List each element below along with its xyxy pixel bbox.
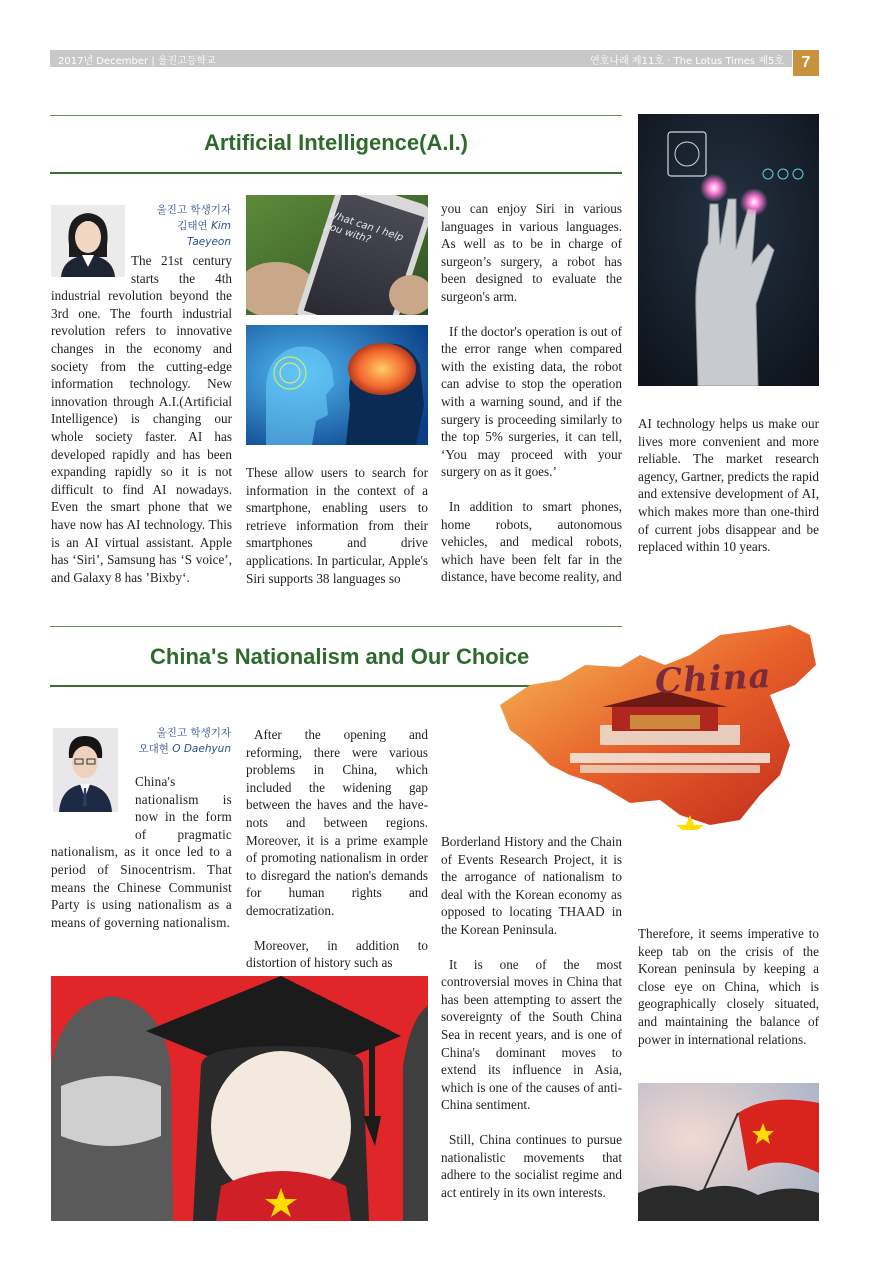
china-byline-name-en: O Daehyun (172, 743, 231, 755)
china-column-3 (441, 833, 622, 1201)
siri-phone-image (246, 195, 428, 315)
china-byline-name-kr: 오대현 (138, 743, 169, 755)
china-map-caption: China (654, 655, 773, 703)
china-column-2 (246, 726, 428, 972)
china-col1-paragraph: China's nationalism is now in the form of pragmatic nationalism, as it once led to a period of Sinocentrism. That means the Chinese Communist Party is using nationalism as a means of governing nationalism. (51, 774, 232, 930)
china-col3-paragraph-3: Still, China continues to pursue nationalistic movements that adhere to the socialist regime and act entirely in its own interests. (441, 1131, 622, 1200)
china-col2-paragraph-1: After the opening and reforming, there were various problems in China, which included the widening gap between the haves and the have-nots and between regions. Moreover, it is a prime example of promoting nationalism in order to disregard the nation's demands for human rights and democratization. (246, 727, 428, 918)
china-byline-school: 울진고 학생기자 (156, 727, 231, 739)
ai-col1-paragraph: The 21st century starts the 4th industrial revolution beyond the 3rd one. The fourth industrial revolution refers to innovative changes in the economy and society from the cutting-edge information technology. New innovation through A.I.(Artificial Intelligence) is changing our whole society faster. AI has developed rapidly and has been expanding rapidly so it is not difficult to find AI nowadays. Even the smart phone that we have now has AI technology. This is an AI virtual assistant. Apple has ‘Siri’, Samsung has ‘S voice’, and Galaxy 8 has ’Bixby‘. (51, 253, 232, 585)
china-col4-paragraph: Therefore, it seems imperative to keep tab on the crisis of the Korean peninsula by keeping a close eye on China, which is geographically closely situated, and maintaining the balance of power in international relations. (638, 926, 819, 1047)
ai-col3-paragraph-1: you can enjoy Siri in various languages in various languages. As well as to be in charge of surgeon’s surgery, a robot has been designed to evaluate the surgeon's arm. (441, 201, 622, 304)
nationalism-cartoon-image (51, 976, 428, 1221)
china-column-1 (51, 773, 232, 931)
ai-byline-name-kr: 김태연 (177, 220, 208, 232)
ai-column-3 (441, 200, 622, 586)
ai-col2-paragraph: These allow users to search for information in the context of a smartphone, enabling users to retrieve information from their smartphones and drive applications. In particular, Apple's Siri supports 38 languages so (246, 465, 428, 586)
china-col3-paragraph-2: It is one of the most controversial moves in China that has been attempting to assert the sovereignty of the South China Sea in recent years, and is one of China's dominant moves to extend its influence in Asia, which is one of the causes of anti-China sentiment. (441, 956, 622, 1113)
ai-byline-name-en: Kim Taeyeon (187, 220, 231, 248)
siri-prompt-text: What can I help you with? (322, 209, 405, 246)
page-number: 7 (793, 50, 819, 76)
flag-raising-image (638, 1083, 819, 1221)
china-col2-paragraph-2: Moreover, in addition to distortion of history such as (246, 937, 428, 971)
china-col3-paragraph-1: Borderland History and the Chain of Events Research Project, it is the arrogance of nationalism to deal with the Korean economy as opposed to locating THAAD in the Korean Peninsula. (441, 834, 622, 937)
china-byline (124, 725, 231, 757)
china-article-title: China's Nationalism and Our Choice (150, 644, 530, 669)
ai-column-1 (51, 252, 232, 586)
robot-hand-image (638, 114, 819, 386)
ai-col3-paragraph-3: In addition to smart phones, home robots, autonomous vehicles, and medical robots, which have been felt far in the distance, have become reality, and (441, 498, 622, 585)
china-map-image (490, 625, 820, 830)
ai-col3-paragraph-2: If the doctor's operation is out of the error range when compared with the existing data, the robot can advise to stop the operation with a warning sound, and if the surgery is proceeding similarly to the top 5% surgeries, it can tell, ‘You may proceed with your surgery on as it goes.’ (441, 323, 622, 480)
header-publication: 연호나래 제11호 · The Lotus Times 제5호 (590, 56, 784, 67)
ai-title-rule (50, 172, 622, 174)
ai-col4-paragraph: AI technology helps us make our lives more convenient and more reliable. The market research agency, Gartner, predicts the rapid and extensive development of AI, which makes more than one-third of current jobs disappear and be replaced within 10 years. (638, 416, 819, 555)
header-issue-date: 2017년 December | 울진고등학교 (58, 56, 216, 67)
ai-byline-school: 울진고 학생기자 (156, 204, 231, 216)
ai-byline (130, 202, 231, 250)
ai-column-4 (638, 415, 819, 556)
ai-top-rule (50, 115, 622, 116)
ai-brain-image (246, 325, 428, 445)
ai-column-2 (246, 464, 428, 587)
ai-article-title: Artificial Intelligence(A.I.) (203, 130, 469, 155)
china-column-4 (638, 925, 819, 1048)
